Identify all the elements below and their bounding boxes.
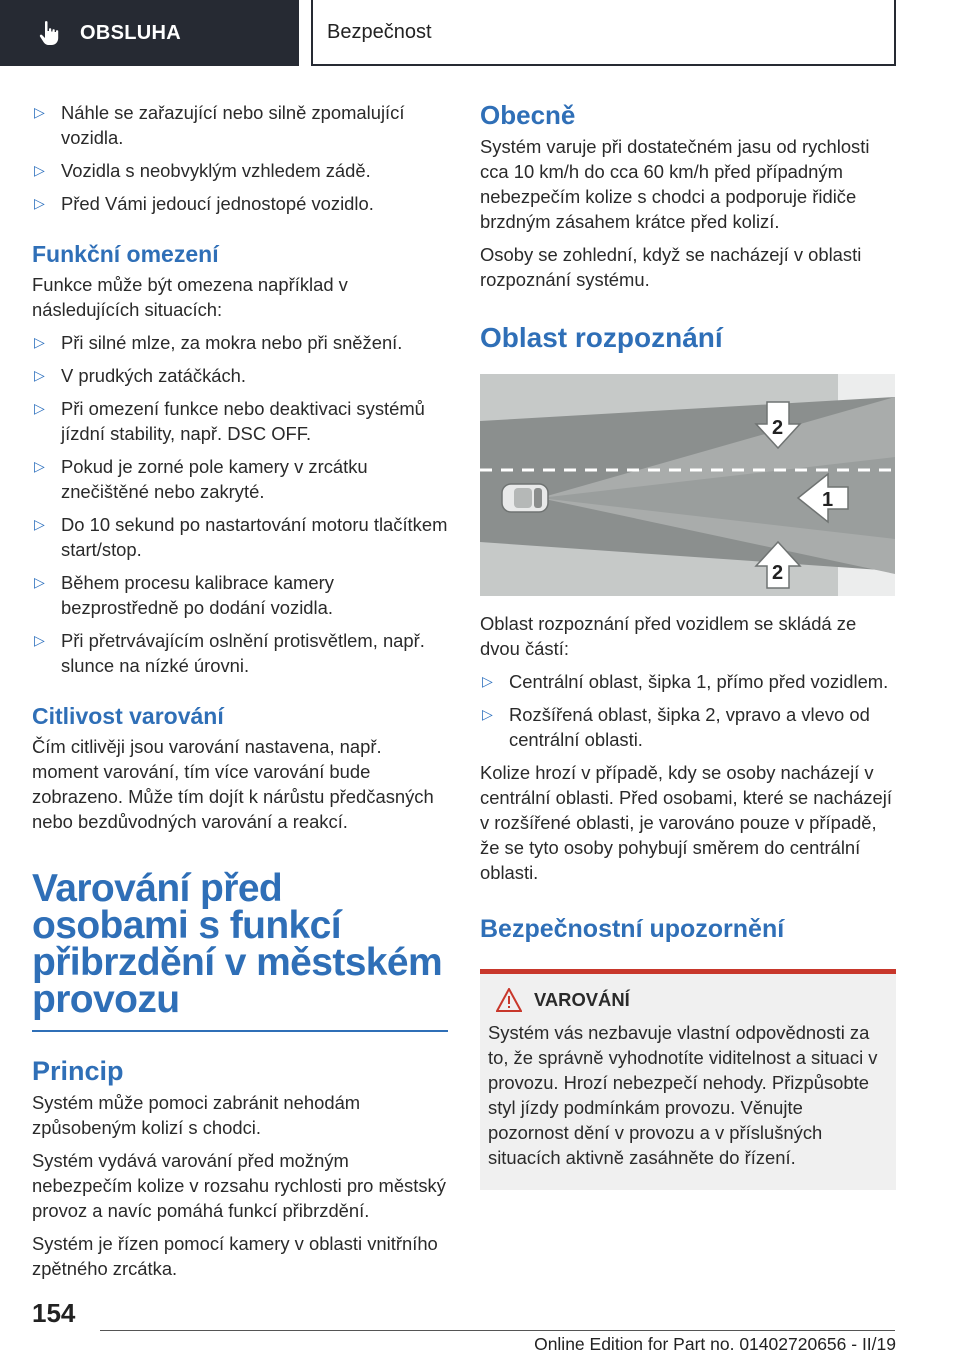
warning-text: Systém vás nezbavuje vlastní odpovědnosti za to, že správně vyhodnotíte viditelnost a situaci v provozu. Hrozí nebezpečí nehody. Přizpůsobte styl jízdy podmínkám provozu. Věnujte pozornost dění v provozu a v příslušných situacích aktivně zasáhněte do řízení. [488,1022,878,1168]
footer-divider [100,1330,895,1331]
list-item: ▷ Při přetrvávajícím oslnění protisvětlem, např. slunce na nízké úrovni. [32,628,448,678]
warning-triangle-icon [496,988,522,1012]
left-column [32,100,448,1289]
warning-box [480,969,896,1190]
limits-text: Funkce může být omezena například v následujících situacích: [32,274,348,320]
list-item: ▷ Při silné mlze, za mokra nebo při sněžení. [32,330,448,355]
safety-heading: Bezpečnostní upozornění [480,915,785,943]
page-number: 154 [32,1298,76,1328]
general-paragraph: Osoby se zohlední, když se nacházejí v oblasti rozpoznání systému. [480,244,862,290]
list-item: ▷ V prudkých zatáčkách. [32,363,448,388]
general-paragraph: Systém varuje při dostatečném jasu od rychlosti cca 10 km/h do cca 60 km/h před případným nebezpečím kolize s chodci a podporuje řidiče brzdným zásahem krátce před kolizí. [480,136,870,232]
list-item: ▷ Náhle se zařazující nebo silně zpomalující vozidla. [32,100,448,150]
principle-paragraph: Systém je řízen pomocí kamery v oblasti vnitřního zpětného zrcátka. [32,1233,438,1279]
warning-header [488,988,888,1012]
list-item: ▷ Pokud je zorné pole kamery v zrcátku znečištěné nebo zakryté. [32,454,448,504]
area-heading: Oblast rozpoznání [480,322,723,353]
arrow-label-central: 1 [822,489,834,511]
list-item: ▷ Centrální oblast, šipka 1, přímo před vozidlem. [480,669,896,694]
hand-pointer-icon [36,19,64,47]
limits-list [32,330,448,678]
edition-text: Online Edition for Part no. 01402720656 - II/19 [534,1334,896,1354]
area-paragraph: Kolize hrozí v případě, kdy se osoby nacházejí v centrální oblasti. Před osobami, které se nacházejí v rozšířené oblasti, je varováno pouze v případě, že se tyto osoby pohybují směrem do centrální oblasti. [480,762,892,883]
section-title: Bezpečnost [311,0,896,66]
warning-title: VAROVÁNÍ [534,989,630,1010]
limits-heading: Funkční omezení [32,241,219,267]
list-item: ▷ Do 10 sekund po nastartování motoru tlačítkem start/stop. [32,512,448,562]
area-list [480,669,896,752]
sensitivity-text: Čím citlivěji jsou varování nastavena, např. moment varování, tím více varování bude zobrazeno. Může tím dojít k nárůstu předčasných nebo bezdůvodných varování a reakcí. [32,736,434,832]
list-item: ▷ Před Vámi jedoucí jednostopé vozidlo. [32,191,448,216]
main-heading: Varování před osobami s funkcí přibrzdění v městském provozu [32,870,448,1032]
principle-heading: Princip [32,1056,124,1086]
area-text: Oblast rozpoznání před vozidlem se skládá ze dvou částí: [480,613,857,659]
principle-paragraph: Systém může pomoci zabránit nehodám způsobeným kolizí s chodci. [32,1092,361,1138]
detection-area-diagram [480,374,895,596]
sensitivity-heading: Citlivost varování [32,703,224,729]
chapter-tab-label: OBSLUHA [80,21,181,44]
principle-paragraph: Systém vydává varování před možným nebezpečím kolize v rozsahu rychlosti pro městský provoz a navíc pomáhá funkcí přibrzdění. [32,1150,446,1221]
chapter-tab[interactable] [0,0,299,66]
intro-list [32,100,448,216]
arrow-label-top: 2 [772,417,784,439]
list-item: ▷ Vozidla s neobvyklým vzhledem zádě. [32,158,448,183]
list-item: ▷ Rozšířená oblast, šipka 2, vpravo a vlevo od centrální oblasti. [480,702,896,752]
right-column [480,100,896,1190]
general-heading: Obecně [480,100,576,130]
list-item: ▷ Během procesu kalibrace kamery bezprostředně po dodání vozidla. [32,570,448,620]
arrow-label-bottom: 2 [772,562,784,584]
car-icon [502,484,548,512]
list-item: ▷ Při omezení funkce nebo deaktivaci systémů jízdní stability, např. DSC OFF. [32,396,448,446]
